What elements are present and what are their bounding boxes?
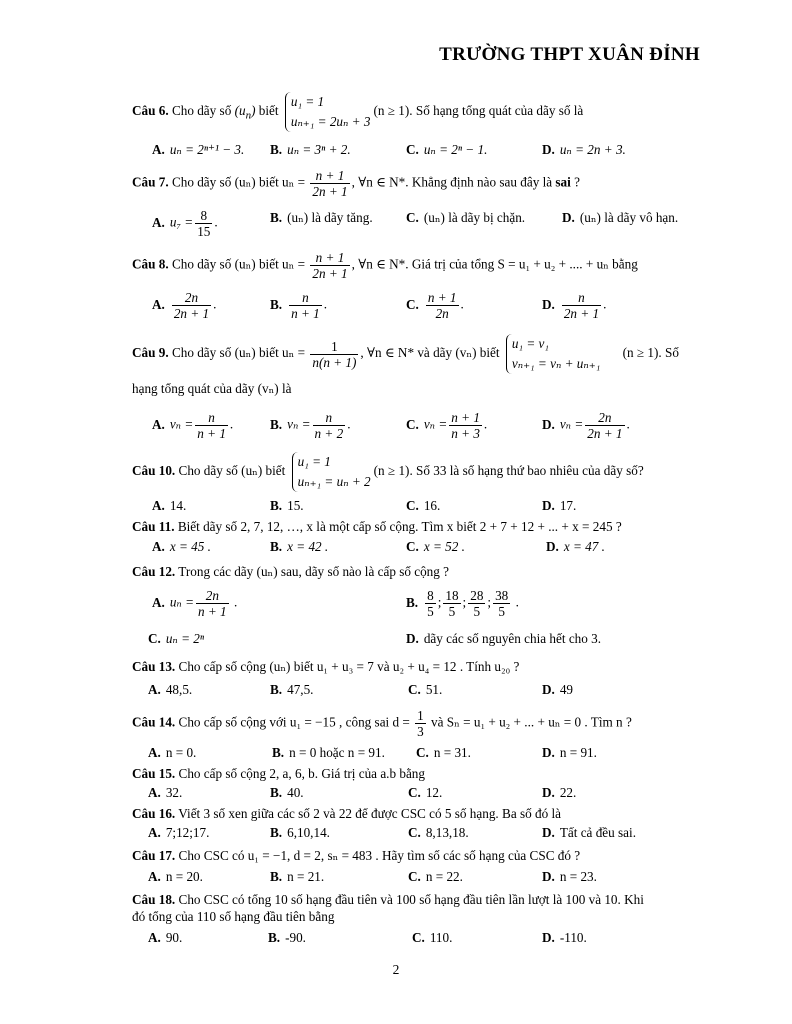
- option-b: B. $\frac{n}{n + 1}$ .: [270, 290, 328, 321]
- option-d: D. uₙ = 2n + 3.: [542, 142, 626, 157]
- options-12-row-1: A. uₙ = $\frac{2n}{n + 1}$ . B. $\frac{8}{5}$ ; $\frac{18}{5}$ ; $\frac{28}{5}$ ; $\frac{38}{5}$ .: [152, 588, 519, 619]
- options-14: A. n = 0. B. n = 0 hoặc n = 91. C. n = 31. D. n = 91.: [148, 745, 597, 760]
- option-c: C. uₙ = 2ⁿ − 1.: [406, 142, 488, 157]
- option-d: D. (uₙ) là dãy vô hạn.: [562, 210, 679, 225]
- option-a: A. $\frac{2n}{2n + 1}$ .: [152, 290, 217, 321]
- question-11: Câu 11. Biết dãy số 2, 7, 12, …, x là một cấp số cộng. Tìm x biết 2 + 7 + 12 + ... + x = 245 ?: [132, 519, 622, 534]
- options-18: A. 90. B. -90. C. 110. D. -110.: [148, 930, 587, 945]
- option-b: B. (uₙ) là dãy tăng.: [270, 210, 373, 225]
- question-15: Câu 15. Cho cấp số cộng 2, a, 6, b. Giá trị của a.b bằng: [132, 766, 425, 781]
- page-number: 2: [392, 962, 400, 977]
- question-10: Câu 10. Cho dãy số (uₙ) biết u₁ = 1 uₙ₊₁ = uₙ + 2 (n ≥ 1). Số 33 là số hạng thứ bao nhiêu của dãy số?: [132, 452, 702, 492]
- option-a: A. uₙ = 2ⁿ⁺¹ − 3.: [152, 142, 245, 157]
- recurrence-system: u₁ = 1 uₙ₊₁ = 2uₙ + 3: [285, 92, 371, 132]
- question-17: Câu 17. Cho CSC có u₁ = −1, d = 2, sₙ = 483 . Hãy tìm số các số hạng của CSC đó ?: [132, 848, 581, 863]
- school-header: TRƯỜNG THPT XUÂN ĐỈNH: [439, 44, 700, 65]
- options-13: A. 48,5. B. 47,5. C. 51. D. 49: [148, 682, 574, 697]
- options-9: [152, 410, 712, 446]
- question-14: Câu 14. Cho cấp số cộng với u₁ = −15 , công sai d = $\frac{1}{3}$ và Sₙ = u₁ + u₂ + ... + uₙ = 0 . Tìm n ?: [132, 708, 632, 739]
- question-7: Câu 7. Cho dãy số (uₙ) biết uₙ = $\frac{n + 1}{2n + 1}$ , ∀n ∈ N*. Khẳng định nào sau đây là sai ?: [132, 168, 580, 199]
- options-17: A. n = 20. B. n = 21. C. n = 22. D. n = 23.: [148, 869, 597, 884]
- question-6: Câu 6. Cho dãy số $(u_n)$ biết u₁ = 1 uₙ₊₁ = 2uₙ + 3 (n ≥ 1). Số hạng tổng quát của dãy số là: [132, 92, 702, 132]
- question-9-line-2: hạng tổng quát của dãy (vₙ) là: [132, 381, 292, 396]
- option-b: B. uₙ = 3ⁿ + 2.: [270, 142, 351, 157]
- question-16: Câu 16. Viết 3 số xen giữa các số 2 và 22 để được CSC có 5 số hạng. Ba số đó là: [132, 806, 561, 821]
- options-10: A. 14. B. 15. C. 16. D. 17.: [152, 498, 577, 513]
- question-8: Câu 8. Cho dãy số (uₙ) biết uₙ = $\frac{n + 1}{2n + 1}$ , ∀n ∈ N*. Giá trị của tổng S = u₁ + u₂ + .... + uₙ bằng: [132, 250, 638, 281]
- option-a: A. u₇ = $\frac{8}{15}$ .: [152, 208, 218, 239]
- options-8: [152, 290, 712, 326]
- option-d: D. $\frac{n}{2n + 1}$ .: [542, 290, 607, 321]
- options-15: A. 32. B. 40. C. 12. D. 22.: [148, 785, 577, 800]
- option-c: C. $\frac{n + 1}{2n}$ .: [406, 290, 464, 321]
- options-16: A. 7;12;17. B. 6,10,14. C. 8,13,18. D. Tất cả đều sai.: [148, 825, 636, 840]
- option-d: D. vₙ = $\frac{2n}{2n + 1}$ .: [542, 410, 630, 441]
- options-7: [152, 206, 712, 242]
- question-18: Câu 18. Cho CSC có tổng 10 số hạng đầu tiên và 100 số hạng đầu tiên lần lượt là 100 và 10. Khi: [132, 892, 644, 907]
- question-12: Câu 12. Trong các dãy (uₙ) sau, dãy số nào là cấp số cộng ?: [132, 564, 450, 579]
- option-c: C. vₙ = $\frac{n + 1}{n + 3}$ .: [406, 410, 488, 441]
- option-a: A. vₙ = $\frac{n}{n + 1}$ .: [152, 410, 234, 441]
- option-b: B. vₙ = $\frac{n}{n + 2}$ .: [270, 410, 351, 441]
- question-9: Câu 9. Cho dãy số (uₙ) biết uₙ = $\frac{1}{n(n + 1)}$ , ∀n ∈ N* và dãy (vₙ) biết u₁ = v₁ vₙ₊₁ = vₙ + uₙ₊₁ (n ≥ 1). Số: [132, 334, 702, 374]
- question-13: Câu 13. Cho cấp số cộng (uₙ) biết u₁ + u₃ = 7 và u₂ + u₄ = 12 . Tính u₂₀ ?: [132, 659, 520, 674]
- options-6: [152, 142, 712, 162]
- option-c: C. (uₙ) là dãy bị chặn.: [406, 210, 526, 225]
- options-12-row-2: C. uₙ = 2ⁿ D. dãy các số nguyên chia hết cho 3.: [148, 631, 602, 646]
- options-11: A. x = 45 . B. x = 42 . C. x = 52 . D. x = 47 .: [152, 539, 605, 554]
- question-18-line-2: đó tổng của 110 số hạng đầu tiên bằng: [132, 909, 335, 924]
